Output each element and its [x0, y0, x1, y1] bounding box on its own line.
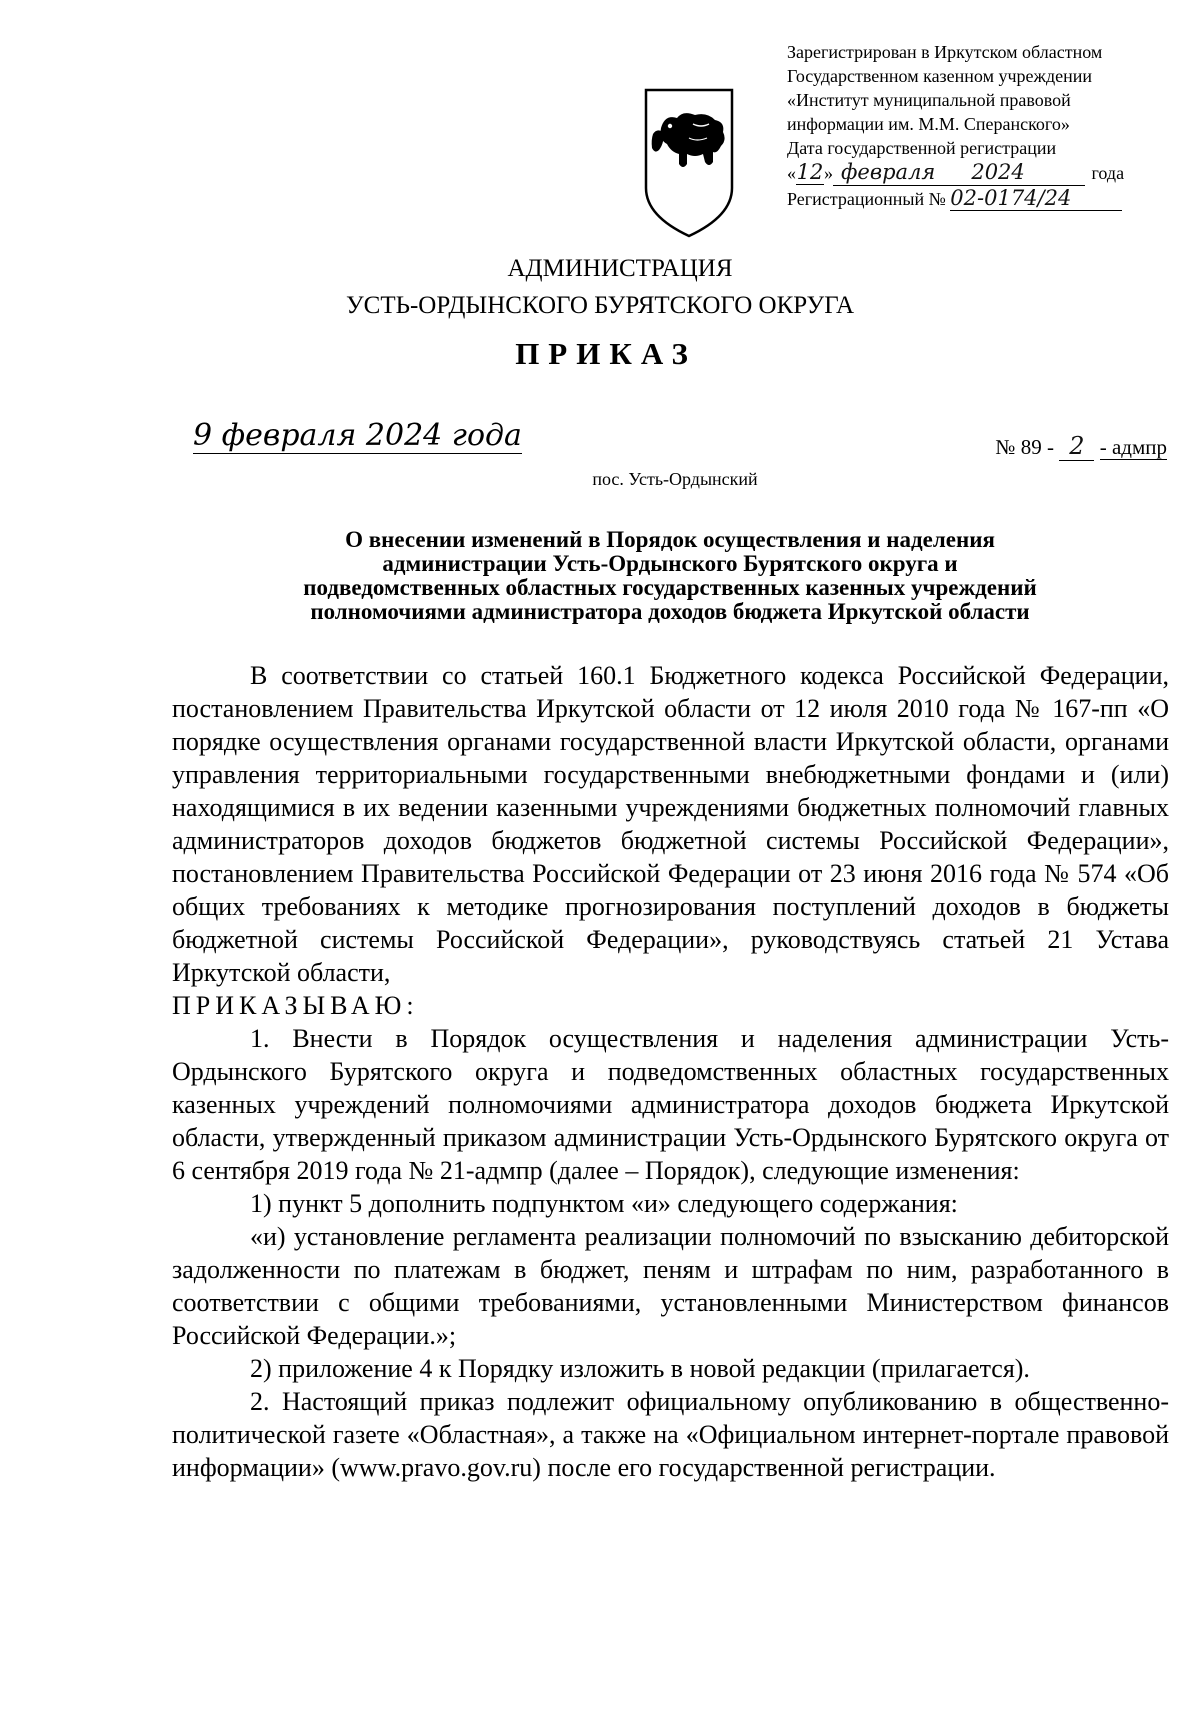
registration-number: 02-0174/24: [950, 186, 1122, 211]
registration-year: 2024: [971, 160, 1025, 184]
stamp-line: Зарегистрирован в Иркутском областном: [787, 42, 1103, 62]
body-paragraph: 1) пункт 5 дополнить подпунктом «и» следующего содержания:: [250, 1189, 958, 1218]
order-body: [172, 659, 1169, 1484]
body-paragraph: «и) установление регламента реализации полномочий по взысканию дебиторской задолженности по платежам в бюджет, пеням и штрафам по ним, разработанного в соответствии с общими требованиями, установленными Министерством финансов Российской Федерации.»;: [172, 1222, 1169, 1350]
registration-day: 12: [796, 160, 824, 184]
body-paragraph: 2. Настоящий приказ подлежит официальному опубликованию в общественно-политической газете «Областная», а также на «Официальном интернет-портале правовой информации» (www.pravo.gov.ru) после его государственной регистрации.: [172, 1387, 1169, 1482]
stamp-line: Государственном казенном учреждении: [787, 66, 1092, 86]
stamp-line: «Институт муниципальной правовой: [787, 90, 1071, 110]
body-paragraph: 2) приложение 4 к Порядку изложить в новой редакции (прилагается).: [250, 1354, 1030, 1383]
body-paragraph: 1. Внести в Порядок осуществления и наделения администрации Усть-Ордынского Бурятского округа и подведомственных областных государственных казенных учреждений полномочиями администратора доходов бюджета Иркутской области, утвержденный приказом администрации Усть-Ордынского Бурятского округа от 6 сентября 2019 года № 21-адмпр (далее – Порядок), следующие изменения:: [172, 1024, 1169, 1185]
registration-number-line: [787, 186, 1167, 211]
body-paragraph: В соответствии со статьей 160.1 Бюджетного кодекса Российской Федерации, постановлением Правительства Иркутской области от 12 июля 2010 года № 167-пп «О порядке осуществления органами государственной власти Иркутской области, органами управления территориальными государственными внебюджетными фондами и (или) находящимися в их ведении казенными учреждениями бюджетных полномочий главных администраторов доходов бюджетов бюджетной системы Российской Федерации», постановлением Правительства Российской Федерации от 23 июня 2016 года № 574 «Об общих требованиях к методике прогнозирования поступлений доходов в бюджеты бюджетной системы Российской Федерации», руководствуясь статьей 21 Устава Иркутской области,: [172, 661, 1169, 987]
order-date: [193, 418, 522, 453]
order-keyword: ПРИКАЗЫВАЮ:: [172, 991, 419, 1020]
order-date-handwritten: 9 февраля 2024 года: [193, 418, 522, 453]
stamp-line: Дата государственной регистрации: [787, 138, 1057, 158]
order-place: пос. Усть-Ордынский: [592, 469, 758, 489]
order-number-hand: 2: [1059, 432, 1094, 461]
title-line: подведомственных областных государственных казенных учреждений: [303, 575, 1037, 600]
order-number-prefix: № 89 -: [995, 435, 1054, 459]
date-open-quote: «: [787, 163, 796, 183]
registration-stamp: [787, 40, 1167, 211]
title-line: О внесении изменений в Порядок осуществления и наделения: [345, 527, 995, 552]
registration-number-label: Регистрационный №: [787, 189, 946, 209]
registration-month-year: [833, 160, 1085, 186]
order-title: [170, 528, 1170, 624]
document-type-heading: ПРИКАЗ: [515, 336, 697, 371]
title-line: администрации Усть-Ордынского Бурятского округа и: [382, 551, 958, 576]
date-close-quote: »: [824, 163, 833, 183]
coat-of-arms-icon: [643, 88, 735, 238]
stamp-line: информации им. М.М. Сперанского»: [787, 114, 1070, 134]
organization-name-line2: УСТЬ-ОРДЫНСКОГО БУРЯТСКОГО ОКРУГА: [345, 292, 855, 319]
order-number: [995, 432, 1167, 460]
registration-date: [787, 160, 1167, 186]
title-line: полномочиями администратора доходов бюджета Иркутской области: [310, 599, 1030, 624]
registration-year-suffix: года: [1091, 163, 1125, 183]
organization-name-line1: АДМИНИСТРАЦИЯ: [507, 255, 733, 282]
registration-month: февраля: [841, 160, 936, 184]
order-number-suffix: - адмпр: [1099, 435, 1167, 459]
